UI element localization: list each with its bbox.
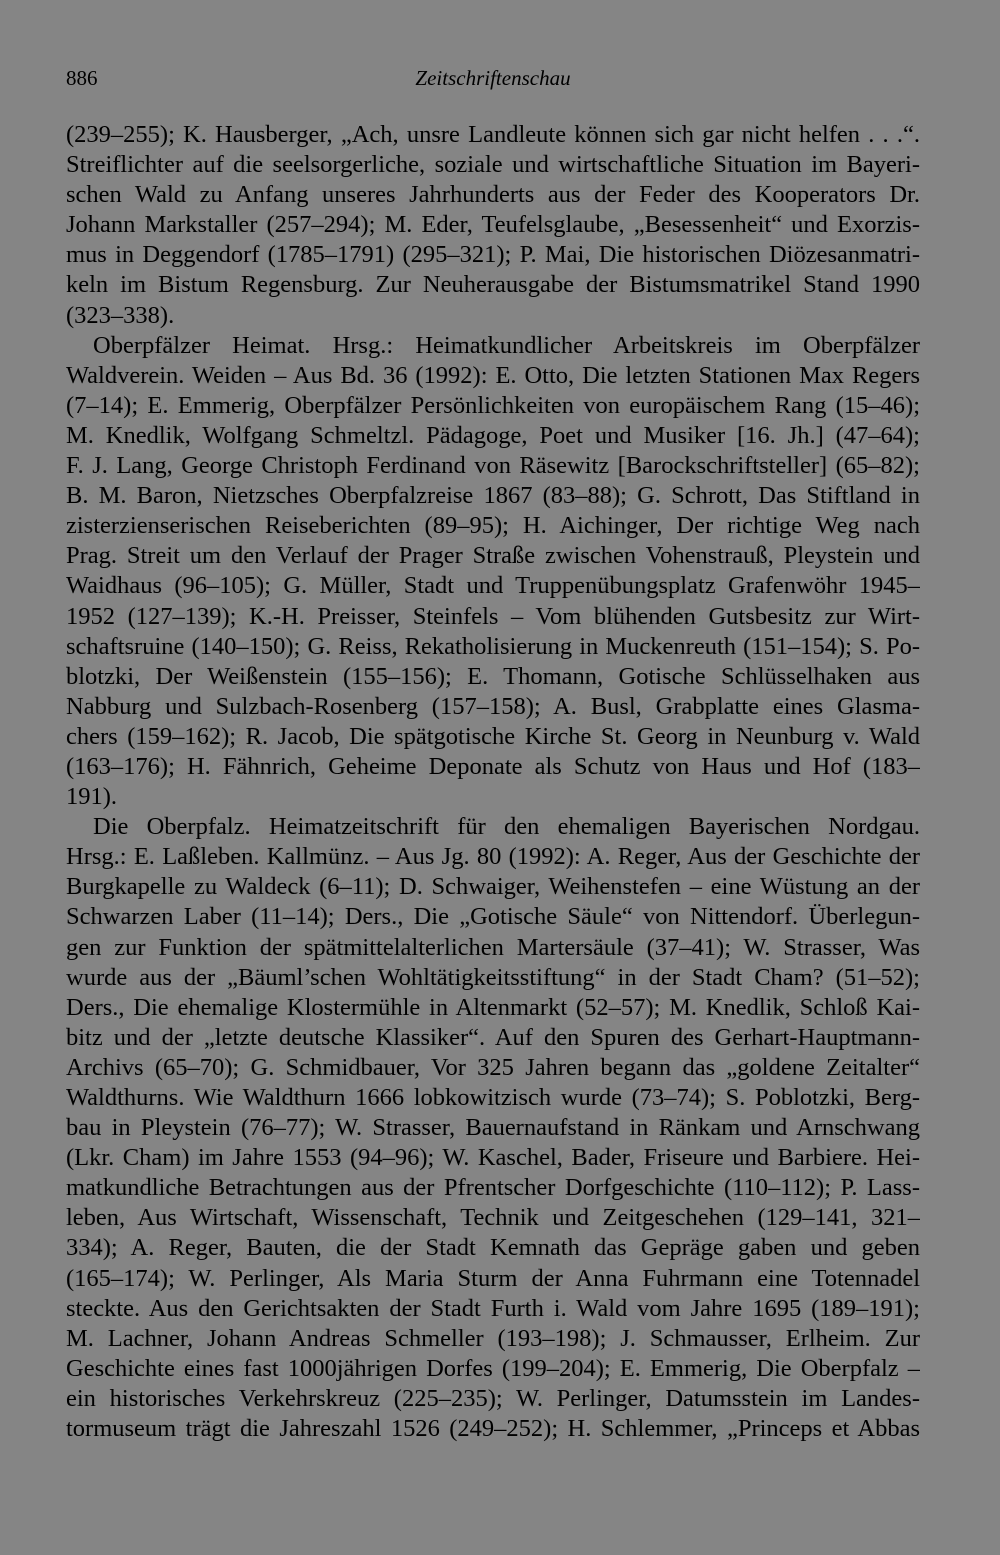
text-line: zisterzienserischen Reiseberichten (89–95); H. Aichinger, Der richtige Weg nach [66, 512, 920, 540]
text-line: blotzki, Der Weißenstein (155–156); E. Thomann, Gotische Schlüsselhaken aus [66, 662, 920, 690]
text-line: Schwarzen Laber (11–14); Ders., Die „Gotische Säule“ von Nittendorf. Überlegun- [66, 903, 920, 931]
text-line: steckte. Aus den Gerichtsakten der Stadt Furth i. Wald vom Jahre 1695 (189–191); [66, 1294, 920, 1322]
body-text [66, 120, 920, 1444]
text-line: Prag. Streit um den Verlauf der Prager Straße zwischen Vohenstrauß, Pleystein und [66, 542, 920, 570]
text-line: F. J. Lang, George Christoph Ferdinand von Räsewitz [Barockschriftsteller] (65–82); [66, 452, 920, 480]
text-line: (163–176); H. Fähnrich, Geheime Deponate als Schutz von Haus und Hof (183– [66, 752, 920, 780]
text-line: gen zur Funktion der spätmittelalterlichen Martersäule (37–41); W. Strasser, Was [66, 933, 920, 961]
text-line: tormuseum trägt die Jahreszahl 1526 (249–252); H. Schlemmer, „Princeps et Abbas [66, 1415, 920, 1443]
text-line: Nabburg und Sulzbach-Rosenberg (157–158); A. Busl, Grabplatte eines Glasma- [66, 692, 920, 720]
text-line: M. Knedlik, Wolfgang Schmeltzl. Pädagoge, Poet und Musiker [16. Jh.] (47–64); [66, 421, 920, 449]
text-line: 191). [66, 783, 118, 811]
text-line: Burgkapelle zu Waldeck (6–11); D. Schwaiger, Weihenstefen – eine Wüstung an der [66, 873, 920, 901]
text-line: Waldthurns. Wie Waldthurn 1666 lobkowitzisch wurde (73–74); S. Poblotzki, Berg- [66, 1084, 920, 1111]
text-line: B. M. Baron, Nietzsches Oberpfalzreise 1867 (83–88); G. Schrott, Das Stiftland in [66, 482, 920, 510]
text-line: leben, Aus Wirtschaft, Wissenschaft, Technik und Zeitgeschehen (129–141, 321– [66, 1204, 920, 1232]
text-line: Hrsg.: E. Laßleben. Kallmünz. – Aus Jg. 80 (1992): A. Reger, Aus der Geschichte der [66, 843, 920, 871]
running-title: Zeitschriftenschau [415, 66, 571, 90]
text-line: (239–255); K. Hausberger, „Ach, unsre Landleute können sich gar nicht helfen . . .“. [66, 121, 920, 148]
text-line: Johann Markstaller (257–294); M. Eder, Teufelsglaube, „Besessenheit“ und Exorzis- [66, 211, 920, 239]
text-line: (7–14); E. Emmerig, Oberpfälzer Persönlichkeiten von europäischem Rang (15–46); [66, 391, 920, 419]
text-line: Oberpfälzer Heimat. Hrsg.: Heimatkundlicher Arbeitskreis im Oberpfälzer [93, 331, 920, 359]
text-line: Streiflichter auf die seelsorgerliche, soziale und wirtschaftliche Situation im Bayeri- [66, 151, 920, 179]
text-line: (165–174); W. Perlinger, Als Maria Sturm der Anna Fuhrmann eine Totennadel [66, 1264, 920, 1292]
text-line: Die Oberpfalz. Heimatzeitschrift für den ehemaligen Bayerischen Nordgau. [93, 813, 920, 841]
page-number: 886 [66, 66, 98, 90]
text-line: M. Lachner, Johann Andreas Schmeller (193–198); J. Schmausser, Erlheim. Zur [66, 1324, 920, 1352]
text-line: wurde aus der „Bäuml’schen Wohltätigkeitsstiftung“ in der Stadt Cham? (51–52); [66, 963, 920, 991]
text-line: 1952 (127–139); K.-H. Preisser, Steinfels – Vom blühenden Gutsbesitz zur Wirt- [66, 602, 920, 630]
text-line: keln im Bistum Regensburg. Zur Neuherausgabe der Bistumsmatrikel Stand 1990 [66, 271, 920, 299]
page-header [66, 66, 920, 96]
text-line: (Lkr. Cham) im Jahre 1553 (94–96); W. Kaschel, Bader, Friseure und Barbiere. Hei- [66, 1144, 920, 1172]
text-line: schen Wald zu Anfang unseres Jahrhunderts aus der Feder des Kooperators Dr. [66, 181, 920, 209]
text-line: Geschichte eines fast 1000jährigen Dorfes (199–204); E. Emmerig, Die Oberpfalz – [66, 1354, 920, 1382]
text-line: chers (159–162); R. Jacob, Die spätgotische Kirche St. Georg in Neunburg v. Wald [66, 722, 920, 750]
text-line: bau in Pleystein (76–77); W. Strasser, Bauernaufstand in Ränkam und Arnschwang [66, 1114, 920, 1142]
text-line: ein historisches Verkehrskreuz (225–235); W. Perlinger, Datumsstein im Landes- [66, 1384, 920, 1412]
text-line: (323–338). [66, 301, 175, 329]
text-line: mus in Deggendorf (1785–1791) (295–321); P. Mai, Die historischen Diözesanmatri- [66, 241, 920, 269]
text-line: matkundliche Betrachtungen aus der Pfrentscher Dorfgeschichte (110–112); P. Lass- [66, 1174, 920, 1202]
text-line: Waidhaus (96–105); G. Müller, Stadt und Truppenübungsplatz Grafenwöhr 1945– [66, 572, 920, 600]
text-line: Waldverein. Weiden – Aus Bd. 36 (1992): E. Otto, Die letzten Stationen Max Regers [66, 361, 920, 389]
text-line: 334); A. Reger, Bauten, die der Stadt Kemnath das Gepräge gaben und geben [66, 1234, 920, 1262]
text-line: Archivs (65–70); G. Schmidbauer, Vor 325 Jahren begann das „goldene Zeitalter“ [66, 1053, 920, 1081]
text-line: bitz und der „letzte deutsche Klassiker“. Auf den Spuren des Gerhart-Hauptmann- [66, 1023, 920, 1051]
text-line: Ders., Die ehemalige Klostermühle in Altenmarkt (52–57); M. Knedlik, Schloß Kai- [66, 993, 920, 1021]
text-line: schaftsruine (140–150); G. Reiss, Rekatholisierung in Muckenreuth (151–154); S. Po- [66, 632, 920, 660]
